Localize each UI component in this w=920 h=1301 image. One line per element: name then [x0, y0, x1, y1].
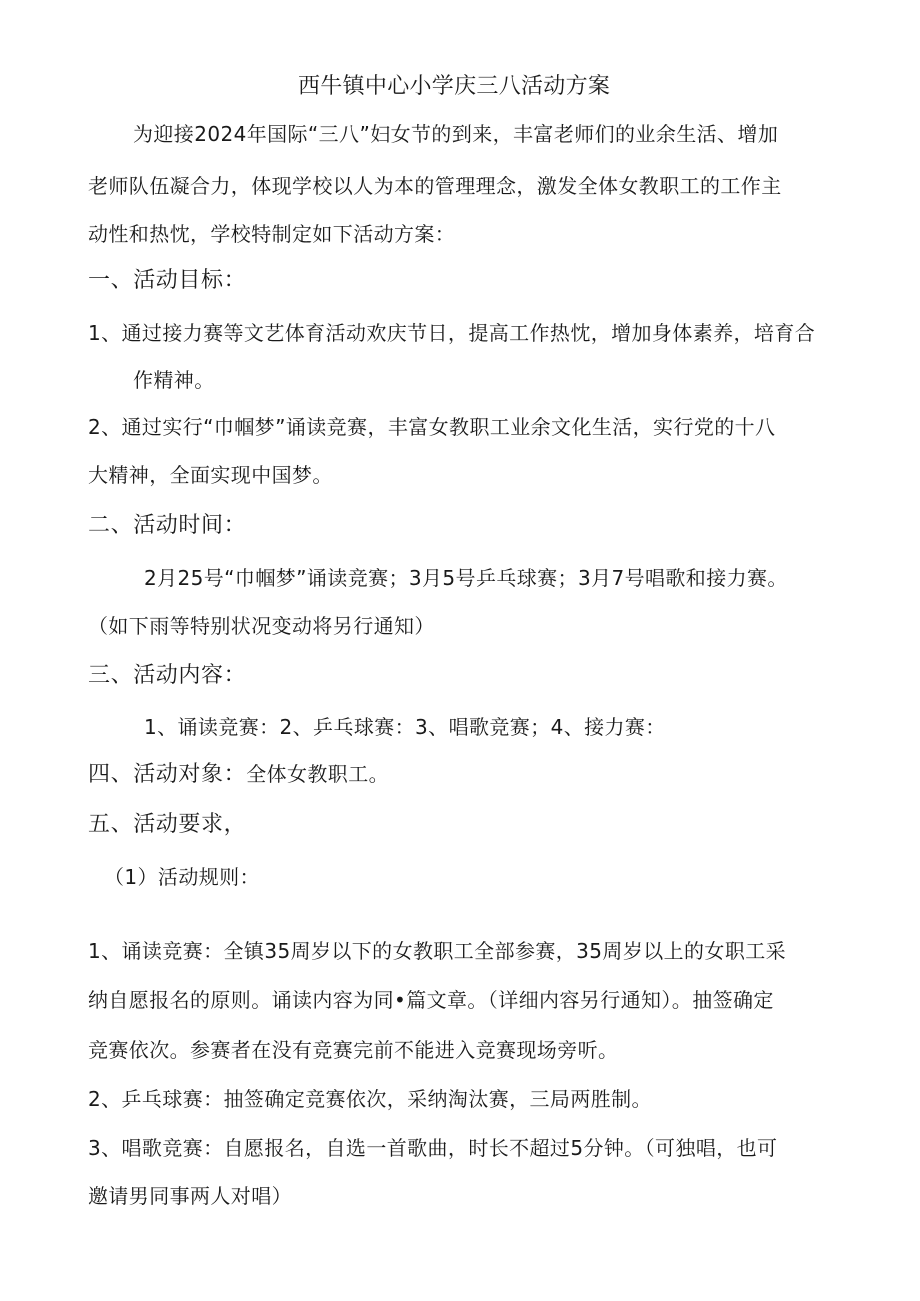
rule-3-line-1: 3、唱歌竞赛：自愿报名，自选一首歌曲，时长不超过5分钟。（可独唱，也可	[88, 1136, 778, 1160]
target-text: 全体女教职工。	[246, 762, 390, 786]
section-heading-content: 三、活动内容：	[88, 663, 247, 688]
section-heading-time: 二、活动时间：	[88, 513, 247, 538]
goal-item-1-line-2: 作精神。	[133, 368, 215, 392]
document-title: 西牛镇中心小学庆三八活动方案	[298, 74, 611, 99]
time-line-1: 2月25号“巾帼梦”诵读竞赛；3月5号乒乓球赛；3月7号唱歌和接力赛。	[144, 566, 788, 590]
section-heading-requirements: 五、活动要求，	[88, 812, 247, 837]
content-line: 1、诵读竞赛：2、乒乓球赛：3、唱歌竞赛；4、接力赛：	[144, 715, 666, 739]
section-heading-goals: 一、活动目标：	[88, 268, 247, 293]
intro-line-3: 动性和热忱，学校特制定如下活动方案：	[88, 222, 456, 246]
goal-item-1-line-1: 1、通过接力赛等文艺体育活动欢庆节日，提高工作热忱，增加身体素养，培育合	[88, 321, 816, 345]
intro-line-1: 为迎接2024年国际“三八”妇女节的到来，丰富老师们的业余生活、增加	[133, 122, 779, 146]
time-line-2: （如下雨等特别状况变动将另行通知）	[88, 614, 435, 638]
intro-line-2: 老师队伍凝合力，体现学校以人为本的管理理念，激发全体女教职工的工作主	[88, 174, 782, 198]
rule-1-line-2: 纳自愿报名的原则。诵读内容为同•篇文章。（详细内容另行通知）。抽签确定	[88, 988, 774, 1012]
target-line	[88, 761, 389, 788]
rule-3-line-2: 邀请男同事两人对唱）	[88, 1184, 292, 1208]
rule-2-line: 2、乒乓球赛：抽签确定竞赛依次，采纳淘汰赛，三局两胜制。	[88, 1087, 652, 1111]
rule-1-line-1: 1、诵读竞赛：全镇35周岁以下的女教职工全部参赛，35周岁以上的女职工采	[88, 939, 787, 963]
requirements-subheading: （1）活动规则：	[104, 865, 260, 889]
goal-item-2-line-1: 2、通过实行“巾帼梦”诵读竞赛，丰富女教职工业余文化生活，实行党的十八	[88, 415, 776, 439]
rule-1-line-3: 竞赛依次。参赛者在没有竞赛完前不能进入竞赛现场旁听。	[88, 1038, 619, 1062]
section-heading-target: 四、活动对象：	[88, 762, 247, 787]
goal-item-2-line-2: 大精神，全面实现中国梦。	[88, 463, 333, 487]
